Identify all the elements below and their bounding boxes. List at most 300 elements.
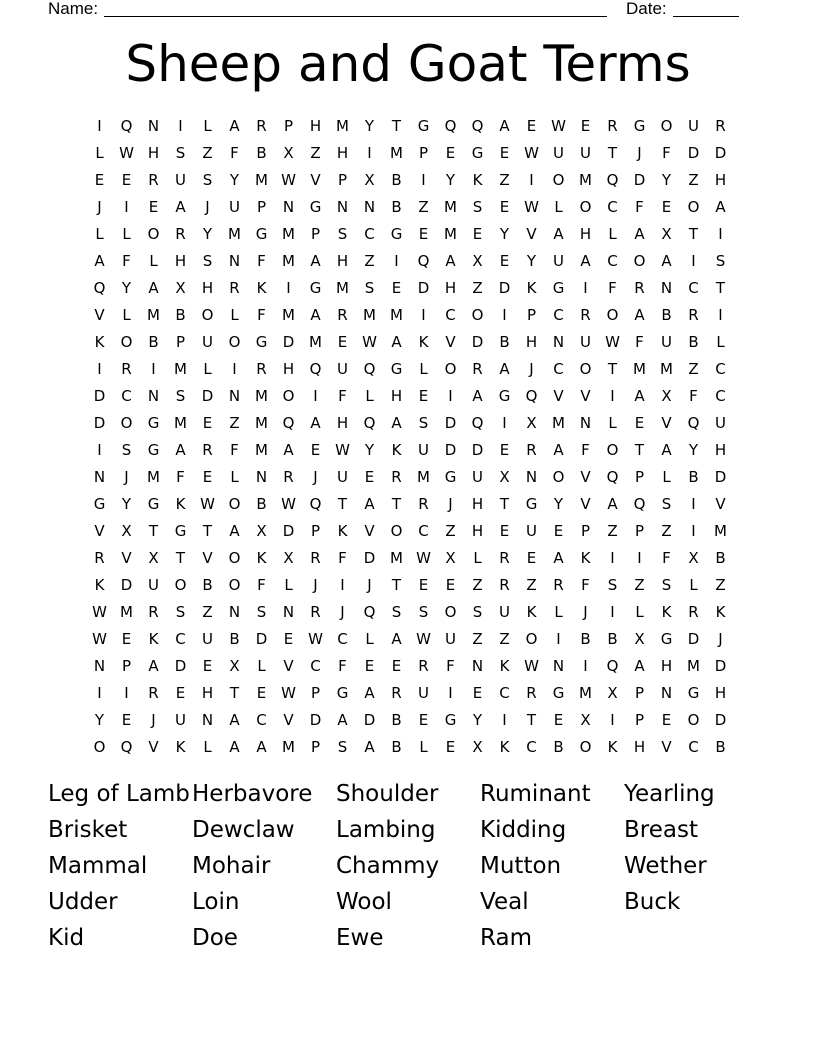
grid-letter: W xyxy=(92,602,107,621)
grid-letter: K xyxy=(715,602,726,621)
grid-letter: M xyxy=(255,170,268,189)
grid-letter: O xyxy=(228,332,241,351)
grid-letter: R xyxy=(688,602,699,621)
grid-letter: V xyxy=(364,521,375,540)
grid-letter: E xyxy=(472,683,483,702)
grid-letter: R xyxy=(499,548,510,567)
grid-letter: S xyxy=(418,602,429,621)
word-list-item: Brisket xyxy=(48,817,128,843)
grid-letter: Q xyxy=(606,170,619,189)
word-list-item: Ram xyxy=(480,925,532,951)
grid-letter: U xyxy=(418,683,429,702)
grid-letter: X xyxy=(283,548,294,567)
grid-letter: A xyxy=(175,440,186,459)
grid-letter: X xyxy=(688,548,699,567)
grid-letter: L xyxy=(95,224,104,243)
grid-letter: D xyxy=(282,332,295,351)
grid-letter: L xyxy=(635,602,644,621)
grid-letter: P xyxy=(256,197,267,216)
grid-letter: R xyxy=(310,548,321,567)
grid-letter: H xyxy=(282,359,295,378)
grid-letter: O xyxy=(228,548,241,567)
grid-letter: M xyxy=(444,224,457,243)
grid-letter: N xyxy=(147,386,160,405)
grid-letter: J xyxy=(583,602,588,621)
grid-letter: L xyxy=(419,359,428,378)
grid-letter: H xyxy=(525,332,538,351)
grid-letter: W xyxy=(416,629,431,648)
grid-letter: A xyxy=(148,656,159,675)
grid-letter: Y xyxy=(553,494,564,513)
grid-letter: R xyxy=(310,602,321,621)
grid-letter: R xyxy=(526,440,537,459)
grid-letter: Z xyxy=(418,197,429,216)
grid-letter: B xyxy=(391,710,402,729)
grid-letter: U xyxy=(553,143,564,162)
grid-letter: K xyxy=(391,440,402,459)
grid-letter: Y xyxy=(202,224,213,243)
grid-letter: I xyxy=(232,359,237,378)
grid-letter: R xyxy=(526,683,537,702)
grid-letter: V xyxy=(580,494,591,513)
grid-letter: M xyxy=(390,143,403,162)
grid-letter: U xyxy=(715,413,726,432)
grid-letter: R xyxy=(715,116,726,135)
grid-letter: V xyxy=(94,305,105,324)
grid-letter: X xyxy=(472,737,483,756)
grid-letter: Y xyxy=(688,440,699,459)
grid-letter: E xyxy=(553,710,564,729)
grid-letter: X xyxy=(283,143,294,162)
grid-letter: A xyxy=(310,251,321,270)
grid-letter: N xyxy=(363,197,376,216)
grid-letter: O xyxy=(552,467,565,486)
grid-letter: S xyxy=(364,278,375,297)
grid-letter: J xyxy=(151,710,156,729)
grid-letter: E xyxy=(256,683,267,702)
grid-letter: A xyxy=(364,683,375,702)
grid-letter: F xyxy=(257,251,266,270)
grid-letter: H xyxy=(471,494,484,513)
grid-letter: D xyxy=(363,548,376,567)
grid-letter: G xyxy=(336,683,349,702)
grid-letter: D xyxy=(309,710,322,729)
grid-letter: I xyxy=(367,143,372,162)
word-list-item: Mutton xyxy=(480,853,562,879)
word-list-item: Yearling xyxy=(624,781,715,807)
grid-letter: A xyxy=(715,197,726,216)
grid-letter: E xyxy=(121,170,132,189)
grid-letter: S xyxy=(337,737,348,756)
grid-letter: G xyxy=(147,440,160,459)
grid-letter: R xyxy=(256,359,267,378)
grid-letter: E xyxy=(445,737,456,756)
grid-letter: C xyxy=(310,656,321,675)
grid-letter: L xyxy=(149,251,158,270)
grid-letter: D xyxy=(471,332,484,351)
grid-letter: C xyxy=(256,710,267,729)
grid-letter: N xyxy=(255,467,268,486)
grid-letter: M xyxy=(282,251,295,270)
grid-letter: M xyxy=(579,683,592,702)
grid-letter: E xyxy=(121,710,132,729)
grid-letter: I xyxy=(151,359,156,378)
grid-letter: I xyxy=(610,548,615,567)
grid-letter: I xyxy=(313,386,318,405)
grid-letter: R xyxy=(337,305,348,324)
grid-letter: E xyxy=(499,251,510,270)
grid-letter: I xyxy=(421,170,426,189)
grid-letter: M xyxy=(714,521,727,540)
grid-letter: W xyxy=(605,332,620,351)
grid-letter: R xyxy=(148,683,159,702)
grid-letter: C xyxy=(121,386,132,405)
grid-letter: A xyxy=(553,548,564,567)
word-list-item: Dewclaw xyxy=(192,817,295,843)
grid-letter: W xyxy=(119,143,134,162)
grid-letter: F xyxy=(338,656,347,675)
grid-letter: M xyxy=(390,305,403,324)
grid-letter: F xyxy=(662,548,671,567)
grid-letter: B xyxy=(229,629,240,648)
grid-letter: K xyxy=(256,278,267,297)
grid-letter: I xyxy=(718,305,723,324)
grid-letter: R xyxy=(418,656,429,675)
grid-letter: V xyxy=(94,521,105,540)
grid-letter: X xyxy=(445,548,456,567)
grid-letter: B xyxy=(661,305,672,324)
grid-letter: P xyxy=(175,332,186,351)
grid-letter: E xyxy=(364,467,375,486)
word-list-item: Wool xyxy=(336,889,392,915)
grid-letter: P xyxy=(283,116,294,135)
grid-letter: Z xyxy=(499,629,510,648)
grid-letter: J xyxy=(448,494,453,513)
grid-letter: T xyxy=(634,440,645,459)
grid-letter: O xyxy=(633,251,646,270)
grid-letter: A xyxy=(499,116,510,135)
grid-letter: Q xyxy=(93,278,106,297)
grid-letter: M xyxy=(444,197,457,216)
grid-letter: R xyxy=(148,170,159,189)
grid-letter: K xyxy=(175,494,186,513)
grid-letter: I xyxy=(448,683,453,702)
grid-letter: E xyxy=(499,521,510,540)
grid-letter: B xyxy=(256,494,267,513)
grid-letter: I xyxy=(691,494,696,513)
grid-letter: L xyxy=(122,224,131,243)
grid-letter: T xyxy=(337,494,348,513)
grid-letter: Y xyxy=(121,278,132,297)
grid-letter: E xyxy=(634,413,645,432)
grid-letter: E xyxy=(337,332,348,351)
grid-letter: H xyxy=(309,116,322,135)
grid-letter: L xyxy=(716,332,725,351)
grid-letter: N xyxy=(660,278,673,297)
grid-letter: E xyxy=(499,197,510,216)
grid-letter: X xyxy=(148,548,159,567)
grid-letter: H xyxy=(444,278,457,297)
grid-letter: G xyxy=(444,710,457,729)
grid-letter: H xyxy=(174,251,187,270)
grid-letter: A xyxy=(661,251,672,270)
grid-letter: D xyxy=(687,143,700,162)
grid-letter: V xyxy=(310,170,321,189)
grid-letter: Z xyxy=(310,143,321,162)
grid-letter: R xyxy=(202,440,213,459)
grid-letter: L xyxy=(203,737,212,756)
grid-letter: F xyxy=(635,332,644,351)
header xyxy=(48,0,748,20)
grid-letter: Y xyxy=(445,170,456,189)
grid-letter: K xyxy=(94,332,105,351)
grid-letter: C xyxy=(715,386,726,405)
word-list-item: Udder xyxy=(48,889,118,915)
grid-letter: F xyxy=(338,548,347,567)
grid-letter: V xyxy=(445,332,456,351)
grid-letter: M xyxy=(174,413,187,432)
grid-letter: T xyxy=(202,521,213,540)
grid-letter: A xyxy=(472,386,483,405)
grid-letter: D xyxy=(120,575,133,594)
grid-letter: L xyxy=(554,197,563,216)
grid-letter: O xyxy=(444,359,457,378)
grid-letter: G xyxy=(147,494,160,513)
grid-letter: A xyxy=(229,116,240,135)
grid-letter: C xyxy=(553,305,564,324)
grid-letter: M xyxy=(282,224,295,243)
grid-letter: N xyxy=(201,710,214,729)
grid-letter: I xyxy=(691,521,696,540)
grid-letter: H xyxy=(336,143,349,162)
grid-letter: K xyxy=(607,737,618,756)
grid-letter: N xyxy=(552,656,565,675)
grid-letter: N xyxy=(471,656,484,675)
grid-letter: U xyxy=(688,116,699,135)
grid-letter: R xyxy=(472,359,483,378)
grid-letter: Q xyxy=(444,116,457,135)
grid-letter: P xyxy=(310,737,321,756)
grid-letter: F xyxy=(662,143,671,162)
grid-letter: U xyxy=(580,332,591,351)
grid-letter: I xyxy=(610,602,615,621)
grid-letter: N xyxy=(660,683,673,702)
name-blank-line xyxy=(104,16,607,17)
grid-letter: F xyxy=(635,197,644,216)
grid-letter: D xyxy=(363,710,376,729)
grid-letter: J xyxy=(124,467,129,486)
grid-letter: A xyxy=(391,332,402,351)
grid-letter: O xyxy=(228,575,241,594)
grid-letter: B xyxy=(175,305,186,324)
grid-letter: A xyxy=(445,251,456,270)
word-list xyxy=(48,776,788,956)
grid-letter: B xyxy=(148,332,159,351)
grid-letter: A xyxy=(391,413,402,432)
grid-letter: G xyxy=(687,683,700,702)
grid-letter: R xyxy=(148,602,159,621)
grid-letter: T xyxy=(391,116,402,135)
grid-letter: G xyxy=(498,386,511,405)
word-list-item: Mammal xyxy=(48,853,148,879)
grid-letter: B xyxy=(391,197,402,216)
grid-letter: A xyxy=(175,197,186,216)
grid-letter: J xyxy=(529,359,534,378)
grid-letter: C xyxy=(607,251,618,270)
grid-letter: Q xyxy=(309,359,322,378)
grid-letter: V xyxy=(202,548,213,567)
grid-letter: J xyxy=(367,575,372,594)
grid-letter: T xyxy=(499,494,510,513)
grid-letter: O xyxy=(606,440,619,459)
grid-letter: W xyxy=(524,197,539,216)
word-list-item: Loin xyxy=(192,889,240,915)
grid-letter: K xyxy=(499,656,510,675)
grid-letter: L xyxy=(554,602,563,621)
grid-letter: P xyxy=(526,305,537,324)
word-list-item: Buck xyxy=(624,889,681,915)
grid-letter: D xyxy=(255,629,268,648)
grid-letter: Y xyxy=(526,251,537,270)
grid-letter: H xyxy=(390,386,403,405)
grid-letter: B xyxy=(202,575,213,594)
grid-letter: O xyxy=(552,170,565,189)
grid-letter: P xyxy=(121,656,132,675)
word-list-item: Kidding xyxy=(480,817,567,843)
grid-letter: L xyxy=(122,305,131,324)
grid-letter: Y xyxy=(229,170,240,189)
grid-letter: X xyxy=(634,629,645,648)
grid-letter: U xyxy=(148,575,159,594)
grid-letter: E xyxy=(283,629,294,648)
grid-letter: F xyxy=(689,386,698,405)
grid-letter: K xyxy=(580,548,591,567)
grid-letter: E xyxy=(175,683,186,702)
grid-letter: L xyxy=(689,575,698,594)
grid-letter: Y xyxy=(364,116,375,135)
grid-letter: M xyxy=(147,467,160,486)
grid-letter: Z xyxy=(499,170,510,189)
grid-letter: R xyxy=(256,116,267,135)
grid-letter: C xyxy=(337,629,348,648)
grid-letter: E xyxy=(94,170,105,189)
grid-letter: Q xyxy=(525,386,538,405)
grid-letter: U xyxy=(202,629,213,648)
grid-letter: B xyxy=(391,737,402,756)
grid-letter: D xyxy=(633,170,646,189)
word-list-item: Ruminant xyxy=(480,781,591,807)
grid-letter: W xyxy=(416,548,431,567)
grid-letter: P xyxy=(634,683,645,702)
grid-letter: C xyxy=(364,224,375,243)
grid-letter: S xyxy=(391,602,402,621)
grid-letter: L xyxy=(95,143,104,162)
grid-letter: C xyxy=(526,737,537,756)
grid-letter: M xyxy=(336,278,349,297)
grid-letter: H xyxy=(336,251,349,270)
grid-letter: L xyxy=(365,629,374,648)
grid-letter: E xyxy=(445,143,456,162)
grid-letter: M xyxy=(336,116,349,135)
grid-letter: B xyxy=(580,629,591,648)
grid-letter: U xyxy=(418,440,429,459)
grid-letter: F xyxy=(230,440,239,459)
grid-letter: G xyxy=(633,116,646,135)
grid-letter: Y xyxy=(472,710,483,729)
grid-letter: E xyxy=(364,656,375,675)
grid-letter: Z xyxy=(526,575,537,594)
grid-letter: E xyxy=(418,224,429,243)
grid-letter: F xyxy=(581,440,590,459)
grid-letter: M xyxy=(417,467,430,486)
grid-letter: N xyxy=(93,656,106,675)
grid-letter: D xyxy=(471,440,484,459)
word-list-item: Herbavore xyxy=(192,781,313,807)
grid-letter: X xyxy=(256,521,267,540)
grid-letter: D xyxy=(714,656,727,675)
grid-letter: I xyxy=(97,440,102,459)
grid-letter: L xyxy=(230,305,239,324)
grid-letter: E xyxy=(202,467,213,486)
grid-letter: Q xyxy=(363,602,376,621)
grid-letter: I xyxy=(178,116,183,135)
grid-letter: L xyxy=(203,359,212,378)
grid-letter: B xyxy=(715,737,726,756)
grid-letter: S xyxy=(661,575,672,594)
grid-letter: F xyxy=(581,575,590,594)
grid-letter: P xyxy=(337,170,348,189)
grid-letter: B xyxy=(499,332,510,351)
grid-letter: K xyxy=(256,548,267,567)
grid-letter: K xyxy=(175,737,186,756)
grid-letter: S xyxy=(202,170,213,189)
grid-letter: A xyxy=(337,710,348,729)
grid-letter: Z xyxy=(445,521,456,540)
grid-letter: C xyxy=(445,305,456,324)
grid-letter: K xyxy=(661,602,672,621)
grid-letter: P xyxy=(310,683,321,702)
grid-letter: G xyxy=(660,629,673,648)
grid-letter: J xyxy=(718,629,723,648)
grid-letter: O xyxy=(579,359,592,378)
word-list-item: Lambing xyxy=(336,817,436,843)
grid-letter: G xyxy=(471,143,484,162)
grid-letter: B xyxy=(553,737,564,756)
grid-letter: E xyxy=(661,197,672,216)
grid-letter: S xyxy=(256,602,267,621)
grid-letter: A xyxy=(634,305,645,324)
grid-letter: I xyxy=(637,548,642,567)
grid-letter: O xyxy=(444,602,457,621)
grid-letter: W xyxy=(308,629,323,648)
grid-letter: S xyxy=(715,251,726,270)
grid-letter: A xyxy=(94,251,105,270)
grid-letter: B xyxy=(688,332,699,351)
grid-letter: P xyxy=(310,521,321,540)
grid-letter: C xyxy=(175,629,186,648)
grid-letter: C xyxy=(553,359,564,378)
word-list-item: Veal xyxy=(480,889,529,915)
name-label: Name: xyxy=(48,0,99,18)
grid-letter: O xyxy=(390,521,403,540)
grid-letter: A xyxy=(553,224,564,243)
grid-letter: E xyxy=(310,440,321,459)
word-list-item: Ewe xyxy=(336,925,384,951)
grid-letter: V xyxy=(526,224,537,243)
grid-letter: D xyxy=(93,413,106,432)
grid-letter: G xyxy=(552,683,565,702)
grid-letter: F xyxy=(122,251,131,270)
